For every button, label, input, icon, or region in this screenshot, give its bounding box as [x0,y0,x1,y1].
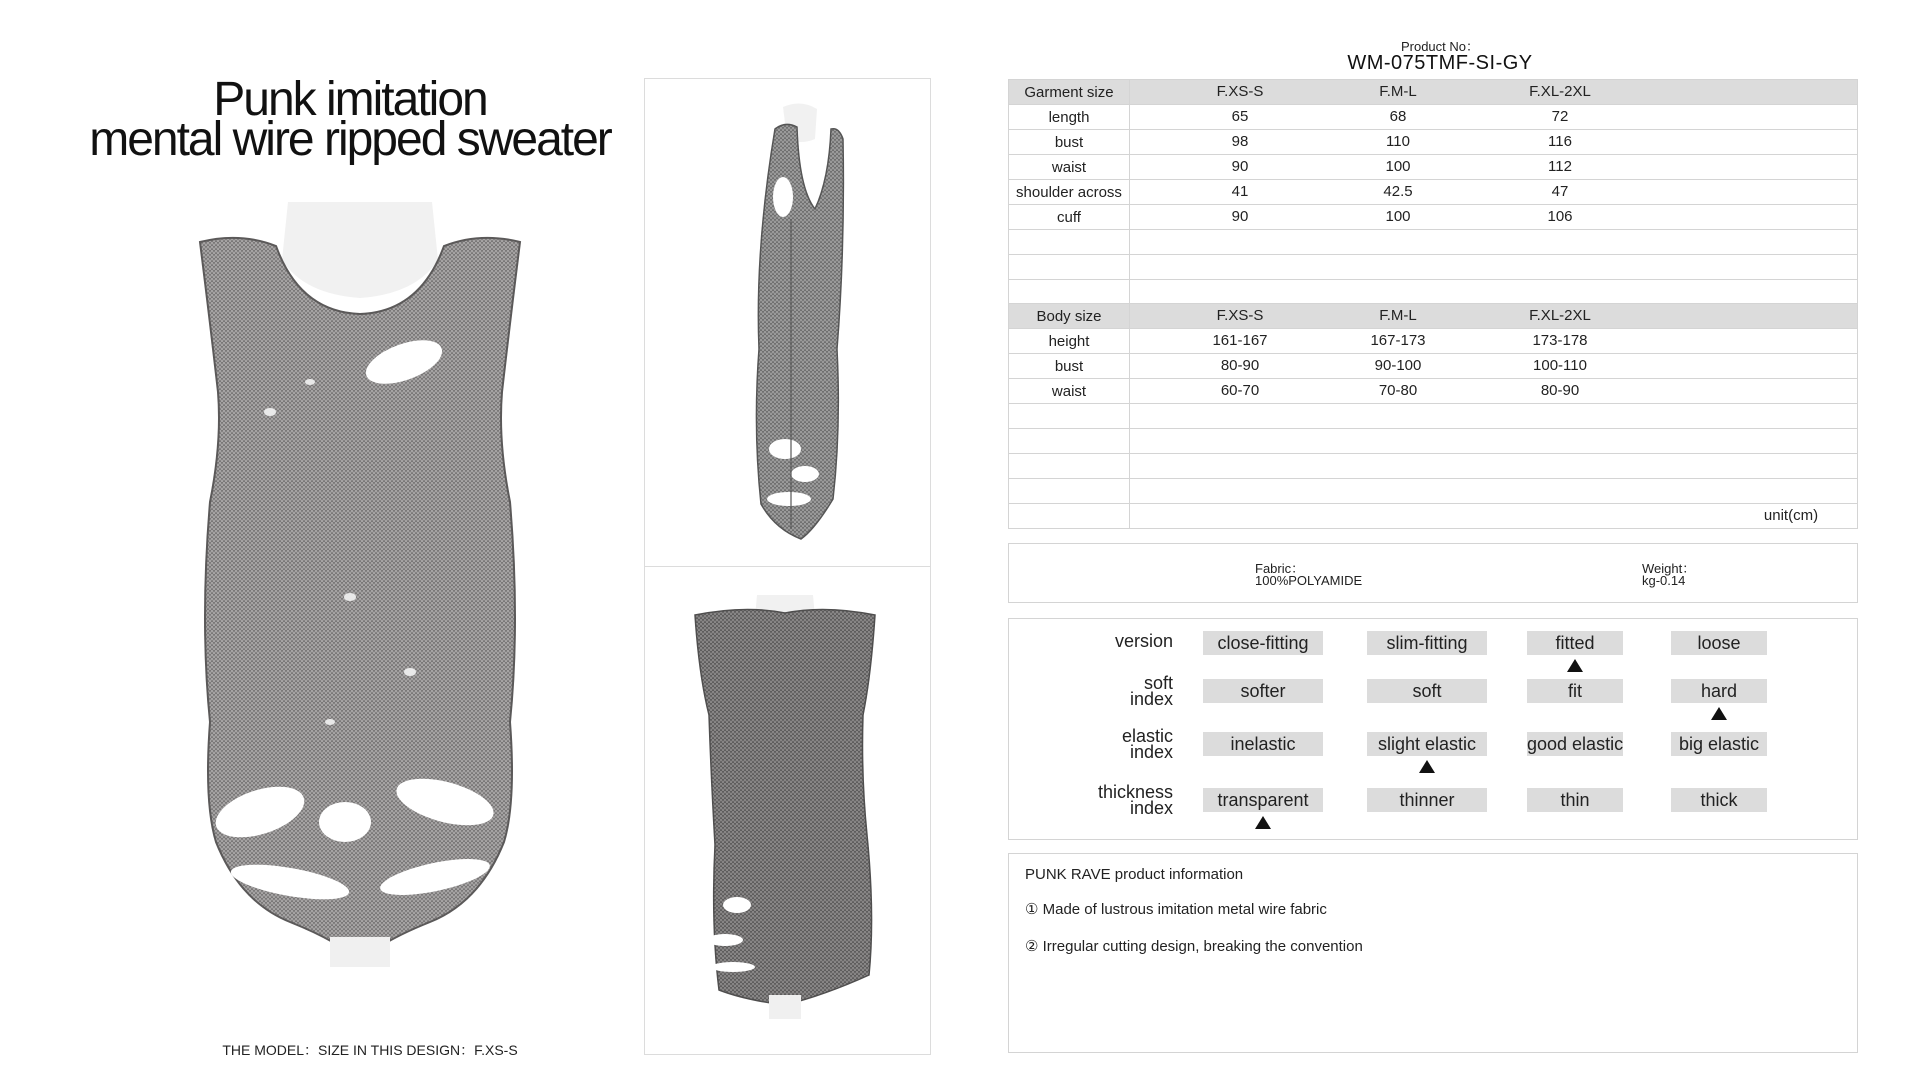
product-number: WM-075TMF-SI-GY [1347,52,1533,74]
rating-option: good elastic [1527,734,1624,754]
fabric-weight-box [1008,543,1858,603]
product-number-label: Product No： [1400,39,1480,54]
rating-option: transparent [1203,788,1323,812]
garment-size-table [1008,79,1858,305]
cell-value: 65 [1231,108,1249,125]
selected-marker-icon [1711,707,1727,720]
product-info-item: ① Made of lustrous imitation metal wire fabric [1025,901,1327,918]
empty-row [1009,429,1858,454]
cell-value: 100-110 [1533,357,1587,374]
selected-marker-icon [1255,816,1271,829]
product-title-line-1: Punk imitation [213,73,487,126]
cell-value: 90-100 [1374,357,1422,374]
front-garment [200,238,520,962]
cell-value: 80-90 [1540,382,1580,399]
side-view-panel [644,78,931,567]
row-label: length [1009,105,1130,130]
garment-header-label: Garment size [1009,80,1130,105]
table-row [1009,155,1858,180]
empty-row [1009,230,1858,255]
rating-label-text: soft [1143,673,1173,693]
cell-value: 80-90 [1220,357,1260,374]
row-label: bust [1009,130,1130,155]
back-view-image [685,595,885,1025]
empty-row [1009,280,1858,305]
body-header-row [1009,304,1858,329]
row-label: shoulder across [1009,180,1130,205]
product-info-item: ② Irregular cutting design, breaking the convention [1025,938,1363,955]
row-label: height [1009,329,1130,354]
selected-marker-icon [1567,659,1583,672]
selected-marker-icon [1419,760,1435,773]
fabric-label: Fabric： [1255,561,1305,576]
cell-value: 41 [1231,183,1249,200]
rating-label-thickness-index [1098,784,1173,816]
fabric-value: 100%POLYAMIDE [1255,573,1363,588]
body-size-table [1008,303,1858,529]
cell-value: 68 [1389,108,1407,125]
cell-value: 90 [1231,158,1249,175]
rating-option: thin [1527,788,1623,812]
cell-value: 100 [1385,208,1411,225]
rating-label-text: index [1129,798,1173,818]
cell-value: 60-70 [1220,382,1260,399]
cell-value: 112 [1548,158,1572,175]
table-row [1009,130,1858,155]
rating-option: loose [1671,631,1767,655]
row-label: bust [1009,354,1130,379]
unit-label: unit(cm) [1763,507,1819,524]
cell-value: 42.5 [1383,183,1413,200]
rating-option: slight elastic [1367,732,1487,756]
back-view-panel [644,566,931,1055]
front-view-image [180,202,540,972]
row-label: waist [1009,155,1130,180]
rating-option: softer [1203,679,1323,703]
cell-value: 100 [1385,158,1411,175]
size-header: F.XL-2XL [1529,307,1591,324]
product-info-box [1008,853,1858,1053]
rating-option: fit [1527,679,1623,703]
rating-option: big elastic [1671,732,1767,756]
rating-option: slim-fitting [1367,631,1487,655]
mannequin-neck [282,202,438,298]
table-row [1009,205,1858,230]
cell-value: 161-167 [1212,332,1268,349]
unit-row [1009,504,1858,529]
rating-label-text: elastic [1121,726,1173,746]
cell-value: 98 [1231,133,1249,150]
product-title-line-2: mental wire ripped sweater [89,113,611,166]
table-row [1009,379,1858,404]
empty-row [1009,255,1858,280]
table-row [1009,105,1858,130]
weight-value: kg-0.14 [1642,573,1686,588]
cell-value: 167-173 [1370,332,1426,349]
cell-value: 90 [1231,208,1249,225]
garment-header-row [1009,80,1858,105]
rating-label-text: index [1129,742,1173,762]
rating-label-soft-index [1130,675,1173,707]
table-row [1009,354,1858,379]
model-size-note: THE MODEL：SIZE IN THIS DESIGN：F.XS-S [222,1042,518,1058]
cell-value: 110 [1386,133,1410,150]
body-header-label: Body size [1009,304,1130,329]
rating-option: inelastic [1203,732,1323,756]
rating-label-text: thickness [1097,782,1173,802]
rating-label-text: version [1114,631,1173,651]
row-label: cuff [1009,205,1130,230]
rating-option: soft [1367,679,1487,703]
rating-label-version [1115,633,1173,649]
rating-option: close-fitting [1203,631,1323,655]
rating-option: hard [1671,679,1767,703]
cell-value: 70-80 [1378,382,1418,399]
size-header: F.XS-S [1216,307,1264,324]
side-view-image [705,99,885,569]
rating-option: thick [1671,788,1767,812]
rating-label-elastic-index [1122,728,1173,760]
product-info-title: PUNK RAVE product information [1025,866,1244,883]
rating-label-text: index [1129,689,1173,709]
row-label: waist [1009,379,1130,404]
size-header: F.M-L [1379,83,1417,100]
empty-row [1009,479,1858,504]
empty-row [1009,404,1858,429]
cell-value: 173-178 [1532,332,1588,349]
cell-value: 116 [1548,133,1572,150]
cell-value: 106 [1547,208,1573,225]
weight-label: Weight： [1642,561,1696,576]
rating-option: fitted [1527,631,1623,655]
size-header: F.M-L [1379,307,1417,324]
attribute-rating-box [1008,618,1858,840]
table-row [1009,329,1858,354]
size-header: F.XL-2XL [1529,83,1591,100]
rating-option: thinner [1367,788,1487,812]
table-row [1009,180,1858,205]
cell-value: 72 [1551,108,1569,125]
empty-row [1009,454,1858,479]
size-header: F.XS-S [1216,83,1264,100]
cell-value: 47 [1551,183,1569,200]
